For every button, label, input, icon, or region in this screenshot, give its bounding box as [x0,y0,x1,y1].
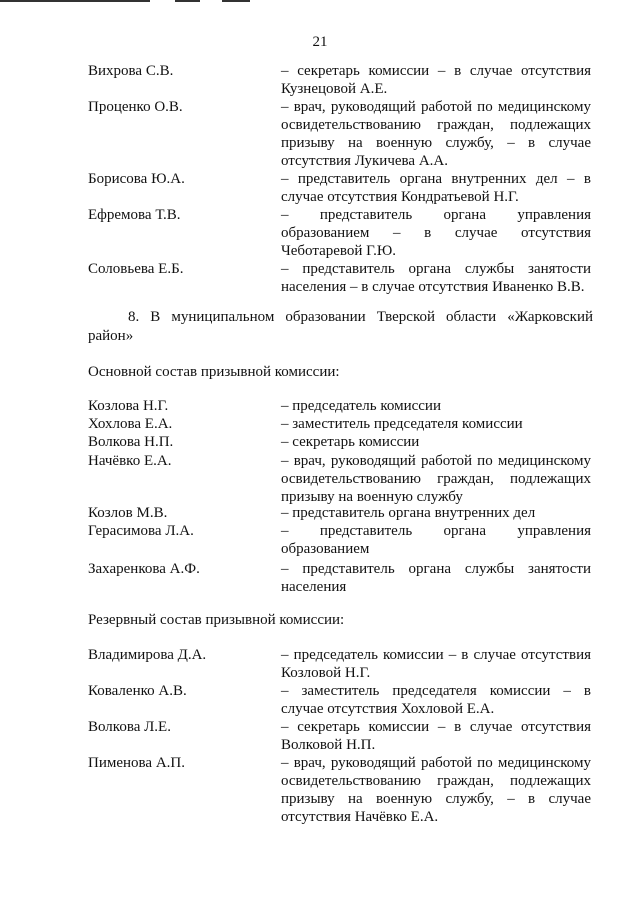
main-composition-heading: Основной состав призывной комиссии: [88,364,340,380]
member-role: – врач, руководящий работой по медицинскому освидетельствованию граждан, подлежащих призыву на военную службу, – в случае отсутствия Лукичева А.А. [281,99,591,169]
member-role: – заместитель председателя комиссии – в случае отсутствия Хохловой Е.А. [281,683,591,717]
member-role: – представитель органа службы занятости населения [281,561,591,595]
page-number: 21 [312,34,328,50]
member-name: Захаренкова А.Ф. [88,561,200,577]
member-name: Хохлова Е.А. [88,416,173,432]
member-name: Волкова Л.Е. [88,719,171,735]
member-role: – председатель комиссии – в случае отсутствия Козловой Н.Г. [281,647,591,681]
member-role: – представитель органа внутренних дел – в случае отсутствия Кондратьевой Н.Г. [281,171,591,205]
member-role: – представитель органа службы занятости населения – в случае отсутствия Иваненко В.В. [281,261,591,295]
member-name: Вихрова С.В. [88,63,174,79]
member-name: Пименова А.П. [88,755,185,771]
member-name: Коваленко А.В. [88,683,187,699]
member-name: Владимирова Д.А. [88,647,207,663]
member-name: Козлова Н.Г. [88,398,169,414]
member-role: – заместитель председателя комиссии [281,416,523,432]
member-role: – секретарь комиссии – в случае отсутствия Кузнецовой А.Е. [281,63,591,97]
member-name: Волкова Н.П. [88,434,174,450]
scan-top-border [0,0,150,2]
member-role: – представитель органа управления образованием [281,523,591,557]
member-name: Соловьева Е.Б. [88,261,184,277]
reserve-composition-heading: Резервный состав призывной комиссии: [88,612,345,628]
member-name: Ефремова Т.В. [88,207,181,223]
member-role: – врач, руководящий работой по медицинскому освидетельствованию граждан, подлежащих призыву на военную службу, – в случае отсутствия Начёвко Е.А. [281,755,591,825]
member-name: Проценко О.В. [88,99,183,115]
member-role: – секретарь комиссии [281,434,420,450]
member-name: Козлов М.В. [88,505,168,521]
member-name: Начёвко Е.А. [88,453,172,469]
member-name: Борисова Ю.А. [88,171,185,187]
scan-top-border [222,0,250,2]
member-role: – председатель комиссии [281,398,441,414]
member-role: – врач, руководящий работой по медицинскому освидетельствованию граждан, подлежащих призыву на военную службу [281,453,591,505]
section-heading: 8. В муниципальном образовании Тверской области «Жарковский район» [88,309,593,344]
member-role: – представитель органа внутренних дел [281,505,536,521]
member-role: – представитель органа управления образованием – в случае отсутствия Чеботаревой Г.Ю. [281,207,591,259]
member-name: Герасимова Л.А. [88,523,194,539]
member-role: – секретарь комиссии – в случае отсутствия Волковой Н.П. [281,719,591,753]
scan-top-border [175,0,200,2]
